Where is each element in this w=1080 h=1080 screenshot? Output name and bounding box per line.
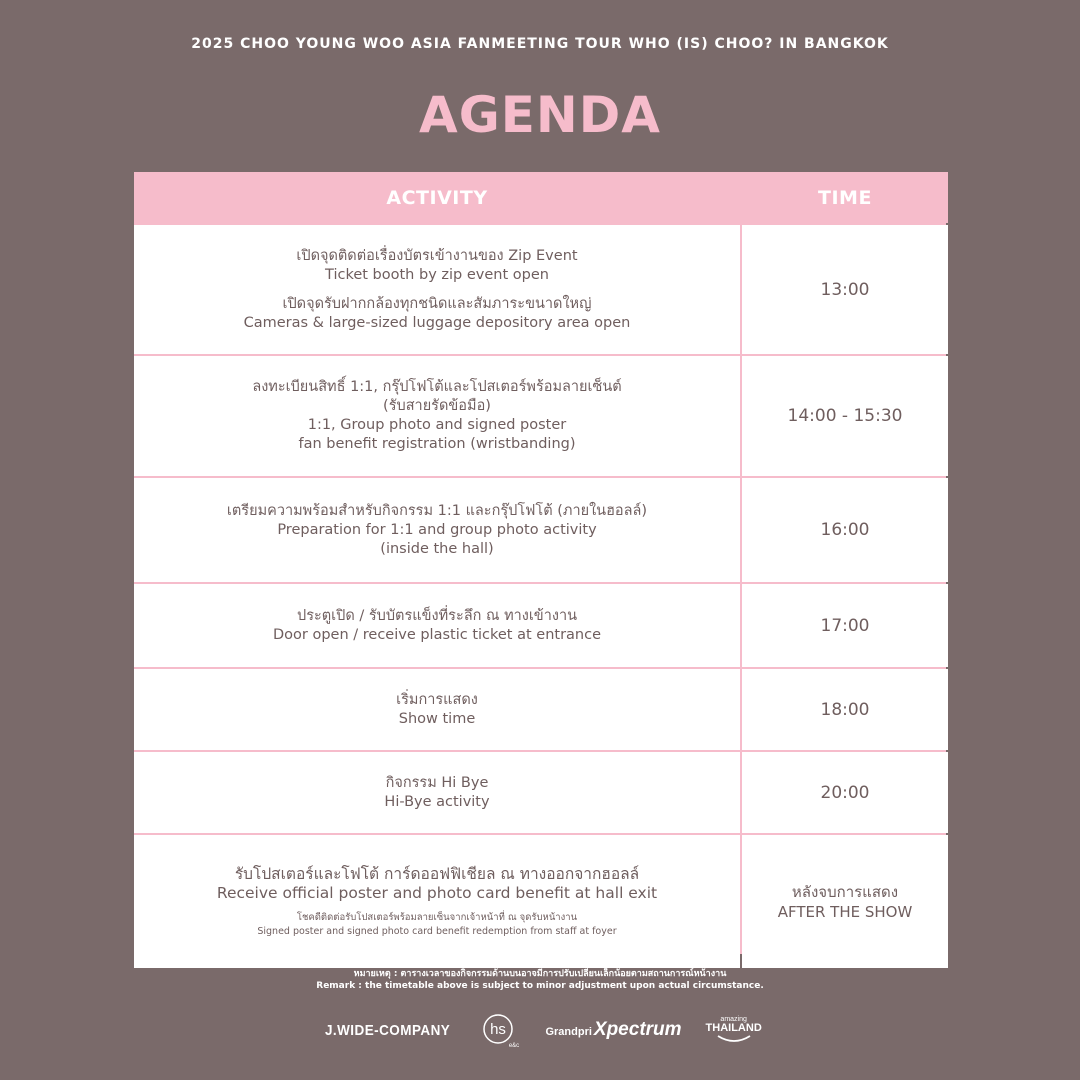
remark-english: Remark : the timetable above is subject to minor adjustment upon actual circumstance. xyxy=(316,981,764,991)
activity-note: Signed poster and signed photo card benefit redemption from staff at foyer xyxy=(257,925,617,937)
time-cell xyxy=(742,752,948,833)
time-cell xyxy=(742,835,948,968)
svg-text:e&c: e&c xyxy=(509,1043,520,1049)
logo-text: Xpectrum xyxy=(593,1019,682,1040)
column-header-time: TIME xyxy=(742,172,948,223)
time-cell xyxy=(742,356,948,476)
activity-line: เริ่มการแสดง xyxy=(396,691,478,708)
activity-line: เปิดจุดติดต่อเรื่องบัตรเข้างานของ Zip Event xyxy=(296,247,578,264)
remark xyxy=(0,968,1080,992)
column-header-activity: ACTIVITY xyxy=(134,172,740,223)
logo-text: Grandpri xyxy=(545,1026,592,1038)
activity-line: ประตูเปิด / รับบัตรแข็งที่ระลึก ณ ทางเข้างาน xyxy=(296,607,577,624)
activity-cell xyxy=(134,225,740,354)
time-value: 16:00 xyxy=(820,520,870,540)
time-value-th: หลังจบการแสดง xyxy=(791,882,899,901)
activity-line: Hi-Bye activity xyxy=(384,793,490,810)
time-value: 20:00 xyxy=(820,782,870,803)
activity-cell xyxy=(134,356,740,476)
time-cell xyxy=(742,225,948,354)
activity-line: Ticket booth by zip event open xyxy=(325,266,549,283)
remark-thai: หมายเหตุ : ตารางเวลาของกิจกรรมด้านบนอาจมีการปรับเปลี่ยนเล็กน้อยตามสถานการณ์หน้างาน xyxy=(353,969,727,979)
activity-cell xyxy=(134,669,740,750)
activity-cell xyxy=(134,835,740,968)
activity-line: Receive official poster and photo card benefit at hall exit xyxy=(216,883,658,902)
activity-cell xyxy=(134,478,740,582)
time-cell xyxy=(742,584,948,667)
activity-line: เตรียมความพร้อมสำหรับกิจกรรม 1:1 และกรุ๊ปโฟโต้ (ภายในฮอลล์) xyxy=(226,502,648,519)
hs-logo xyxy=(481,1011,521,1049)
time-value: 17:00 xyxy=(820,615,870,636)
grandprix-xpectrum-logo xyxy=(545,1019,681,1041)
svg-text:hs: hs xyxy=(490,1021,507,1038)
activity-line: Show time xyxy=(398,710,476,727)
sponsor-logos xyxy=(0,1010,1080,1050)
activity-line: Preparation for 1:1 and group photo activity xyxy=(277,521,597,538)
activity-cell xyxy=(134,584,740,667)
event-title: 2025 CHOO YOUNG WOO ASIA FANMEETING TOUR WHO (IS) CHOO? IN BANGKOK xyxy=(191,36,889,52)
time-value: 14:00 - 15:30 xyxy=(787,406,903,426)
time-value: 13:00 xyxy=(820,279,870,300)
amazing-thailand-logo xyxy=(706,1016,762,1044)
activity-line: Cameras & large-sized luggage depository area open xyxy=(243,314,631,331)
time-cell xyxy=(742,478,948,582)
smile-swoosh-icon xyxy=(714,1034,754,1044)
activity-line: กิจกรรม Hi Bye xyxy=(385,774,489,791)
activity-line: fan benefit registration (wristbanding) xyxy=(298,436,576,452)
logo-text: THAILAND xyxy=(705,1022,762,1034)
activity-line: (รับสายรัดข้อมือ) xyxy=(383,398,491,414)
activity-line: 1:1, Group photo and signed poster xyxy=(307,417,567,433)
time-cell xyxy=(742,669,948,750)
activity-line: รับโปสเตอร์และโฟโต้ การ์ดออฟฟิเชียล ณ ทางออกจากฮอลล์ xyxy=(234,864,640,883)
time-value: AFTER THE SHOW xyxy=(777,902,913,921)
time-value: 18:00 xyxy=(820,699,870,720)
activity-line: ลงทะเบียนสิทธิ์ 1:1, กรุ๊ปโฟโต้และโปสเตอร์พร้อมลายเซ็นต์ xyxy=(252,379,622,395)
agenda-heading: AGENDA xyxy=(419,86,661,144)
jwide-company-logo: J.WIDE-COMPANY xyxy=(325,1021,451,1039)
logo-text: amazing xyxy=(720,1016,747,1023)
activity-cell xyxy=(134,752,740,833)
activity-line: (inside the hall) xyxy=(380,540,494,557)
activity-line: เปิดจุดรับฝากกล้องทุกชนิดและสัมภาระขนาดใหญ่ xyxy=(282,295,592,312)
agenda-table xyxy=(134,172,946,954)
activity-line: Door open / receive plastic ticket at entrance xyxy=(272,626,602,643)
activity-note: โชคดีติดต่อรับโปสเตอร์พร้อมลายเซ็นจากเจ้าหน้าที่ ณ จุดรับหน้างาน xyxy=(296,911,578,923)
